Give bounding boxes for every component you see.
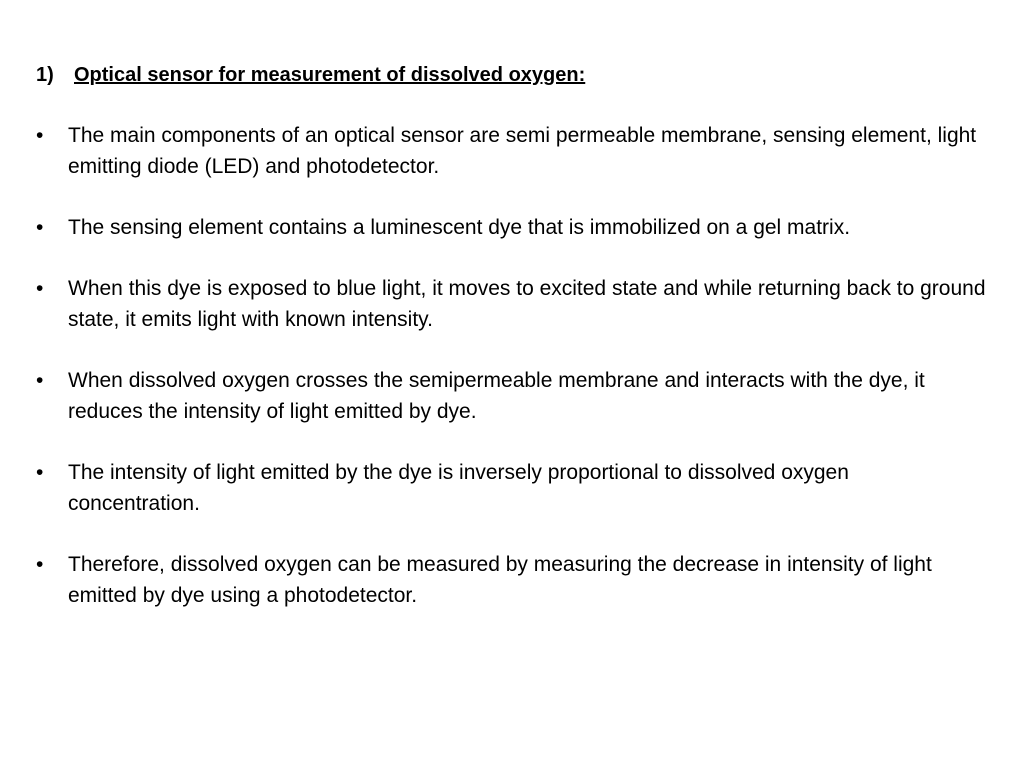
bullet-list: [36, 120, 986, 641]
slide-heading: [36, 60, 585, 90]
bullet-item: [36, 549, 986, 611]
bullet-dot-icon: •: [36, 277, 44, 300]
bullet-item: [36, 273, 986, 335]
bullet-text: When this dye is exposed to blue light, it moves to excited state and while returning back to ground state, it emits light with known intensity.: [68, 277, 986, 331]
bullet-text: The intensity of light emitted by the dye is inversely proportional to dissolved oxygen concentration.: [68, 461, 849, 515]
bullet-dot-icon: •: [36, 553, 44, 576]
bullet-dot-icon: •: [36, 369, 44, 392]
heading-title: Optical sensor for measurement of dissolved oxygen:: [74, 64, 586, 86]
heading-number: 1): [36, 64, 54, 86]
bullet-item: [36, 120, 986, 182]
bullet-dot-icon: •: [36, 124, 44, 147]
bullet-text: Therefore, dissolved oxygen can be measured by measuring the decrease in intensity of light emitted by dye using a photodetector.: [68, 553, 932, 607]
bullet-item: [36, 212, 986, 243]
bullet-text: When dissolved oxygen crosses the semipermeable membrane and interacts with the dye, it reduces the intensity of light emitted by dye.: [68, 369, 925, 423]
bullet-text: The main components of an optical sensor are semi permeable membrane, sensing element, light emitting diode (LED) and photodetector.: [68, 124, 977, 178]
bullet-item: [36, 457, 986, 519]
bullet-dot-icon: •: [36, 461, 44, 484]
bullet-text: The sensing element contains a luminescent dye that is immobilized on a gel matrix.: [68, 216, 851, 239]
bullet-item: [36, 365, 986, 427]
bullet-dot-icon: •: [36, 216, 44, 239]
